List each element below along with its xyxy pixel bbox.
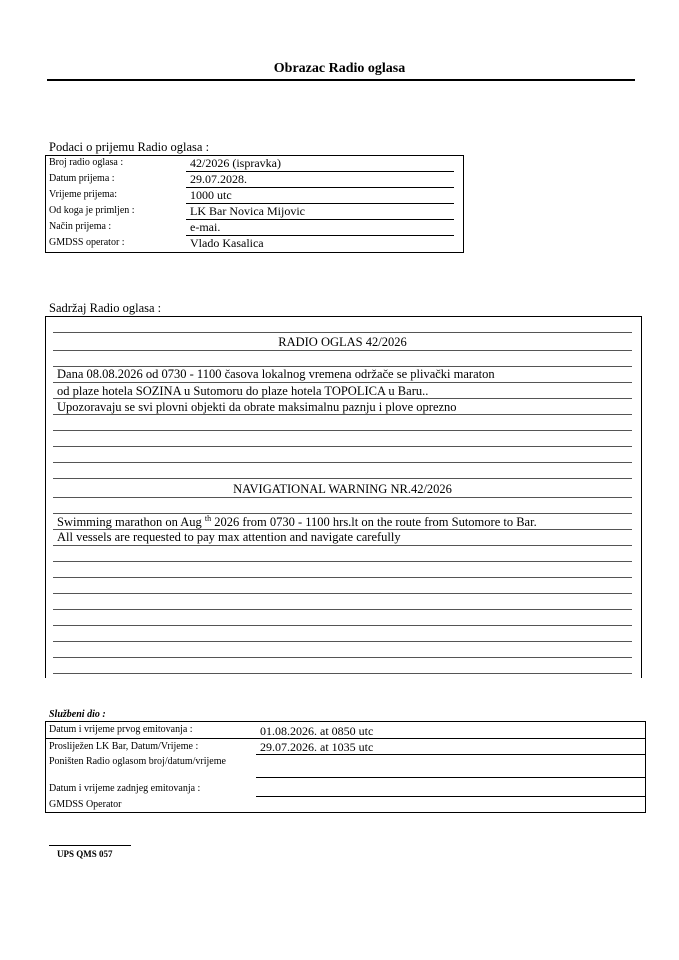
reception-info-box [45,155,464,253]
nav-text-line [57,514,537,530]
official-label: Datum i vrijeme zadnjeg emitovanja : [49,783,201,794]
info-value: 1000 utc [190,188,232,202]
official-label: Datum i vrijeme prvog emitovanja : [49,724,193,735]
ruled-line [53,446,632,447]
official-box [45,721,646,813]
ruled-line [53,350,632,351]
official-underline [256,754,646,755]
info-label: Od koga je primljen : [49,205,135,216]
title-rule [47,79,635,81]
info-value: Vlado Kasalica [190,236,264,250]
ruled-line [53,577,632,578]
ruled-line [53,593,632,594]
ruled-line [53,398,632,399]
content-section-label: Sadržaj Radio oglasa : [49,301,162,315]
nav-text-post: 2026 from 0730 - 1100 hrs.lt on the route from Sutomore to Bar. [211,515,537,530]
document-title: Obrazac Radio oglasa [273,61,406,76]
ruled-line [53,478,632,479]
reception-section-label: Podaci o prijemu Radio oglasa : [49,140,210,154]
ruled-line [53,497,632,498]
info-row-date [46,172,463,188]
ruled-line [53,641,632,642]
official-underline [256,796,646,797]
local-text-line: od plaze hotela SOZINA u Sutomoru do plaze hotela TOPOLICA u Baru.. [57,384,429,398]
nav-text-pre: Swimming marathon on Aug [57,515,205,530]
ruled-line [53,430,632,431]
info-row-operator [46,236,463,252]
official-label: Prosliježen LK Bar, Datum/Vrijeme : [49,741,199,752]
nav-text-sup: th [204,514,212,523]
ruled-line [53,462,632,463]
info-value: 29.07.2028. [190,172,247,186]
info-label: Broj radio oglasa : [49,157,124,168]
official-underline [256,777,646,778]
info-label: Način prijema : [49,221,112,232]
ruled-line [53,561,632,562]
official-section-label: Službeni dio : [49,709,106,720]
ruled-line [53,414,632,415]
info-label: GMDSS operator : [49,237,125,248]
ruled-line [53,545,632,546]
info-row-method [46,220,463,236]
official-divider [46,738,645,739]
footer-rule [49,845,131,846]
ruled-line [53,382,632,383]
local-text-line: Dana 08.08.2026 od 0730 - 1100 časova lokalnog vremena održače se plivački maraton [57,367,495,381]
info-row-from [46,204,463,220]
official-value: 29.07.2026. at 1035 utc [260,740,374,754]
nav-text-line: All vessels are requested to pay max attention and navigate carefully [57,530,401,544]
info-value: 42/2026 (ispravka) [190,156,281,170]
info-label: Vrijeme prijema: [49,189,117,200]
official-label: Poništen Radio oglasom broj/datum/vrijeme [49,756,226,767]
nav-heading: NAVIGATIONAL WARNING NR.42/2026 [233,482,452,496]
info-label: Datum prijema : [49,173,115,184]
info-row-number [46,156,463,172]
ruled-line [53,332,632,333]
official-label: GMDSS Operator [49,799,122,810]
ruled-line [53,609,632,610]
local-text-line: Upozoravaju se svi plovni objekti da obrate maksimalnu paznju i plove oprezno [57,400,457,414]
info-value: e-mai. [190,220,221,234]
info-row-time [46,188,463,204]
footer-code: UPS QMS 057 [57,849,113,859]
local-heading: RADIO OGLAS 42/2026 [278,335,407,349]
official-value: 01.08.2026. at 0850 utc [260,724,374,738]
ruled-line [53,625,632,626]
ruled-line [53,673,632,674]
ruled-line [53,657,632,658]
info-value: LK Bar Novica Mijovic [190,204,305,218]
